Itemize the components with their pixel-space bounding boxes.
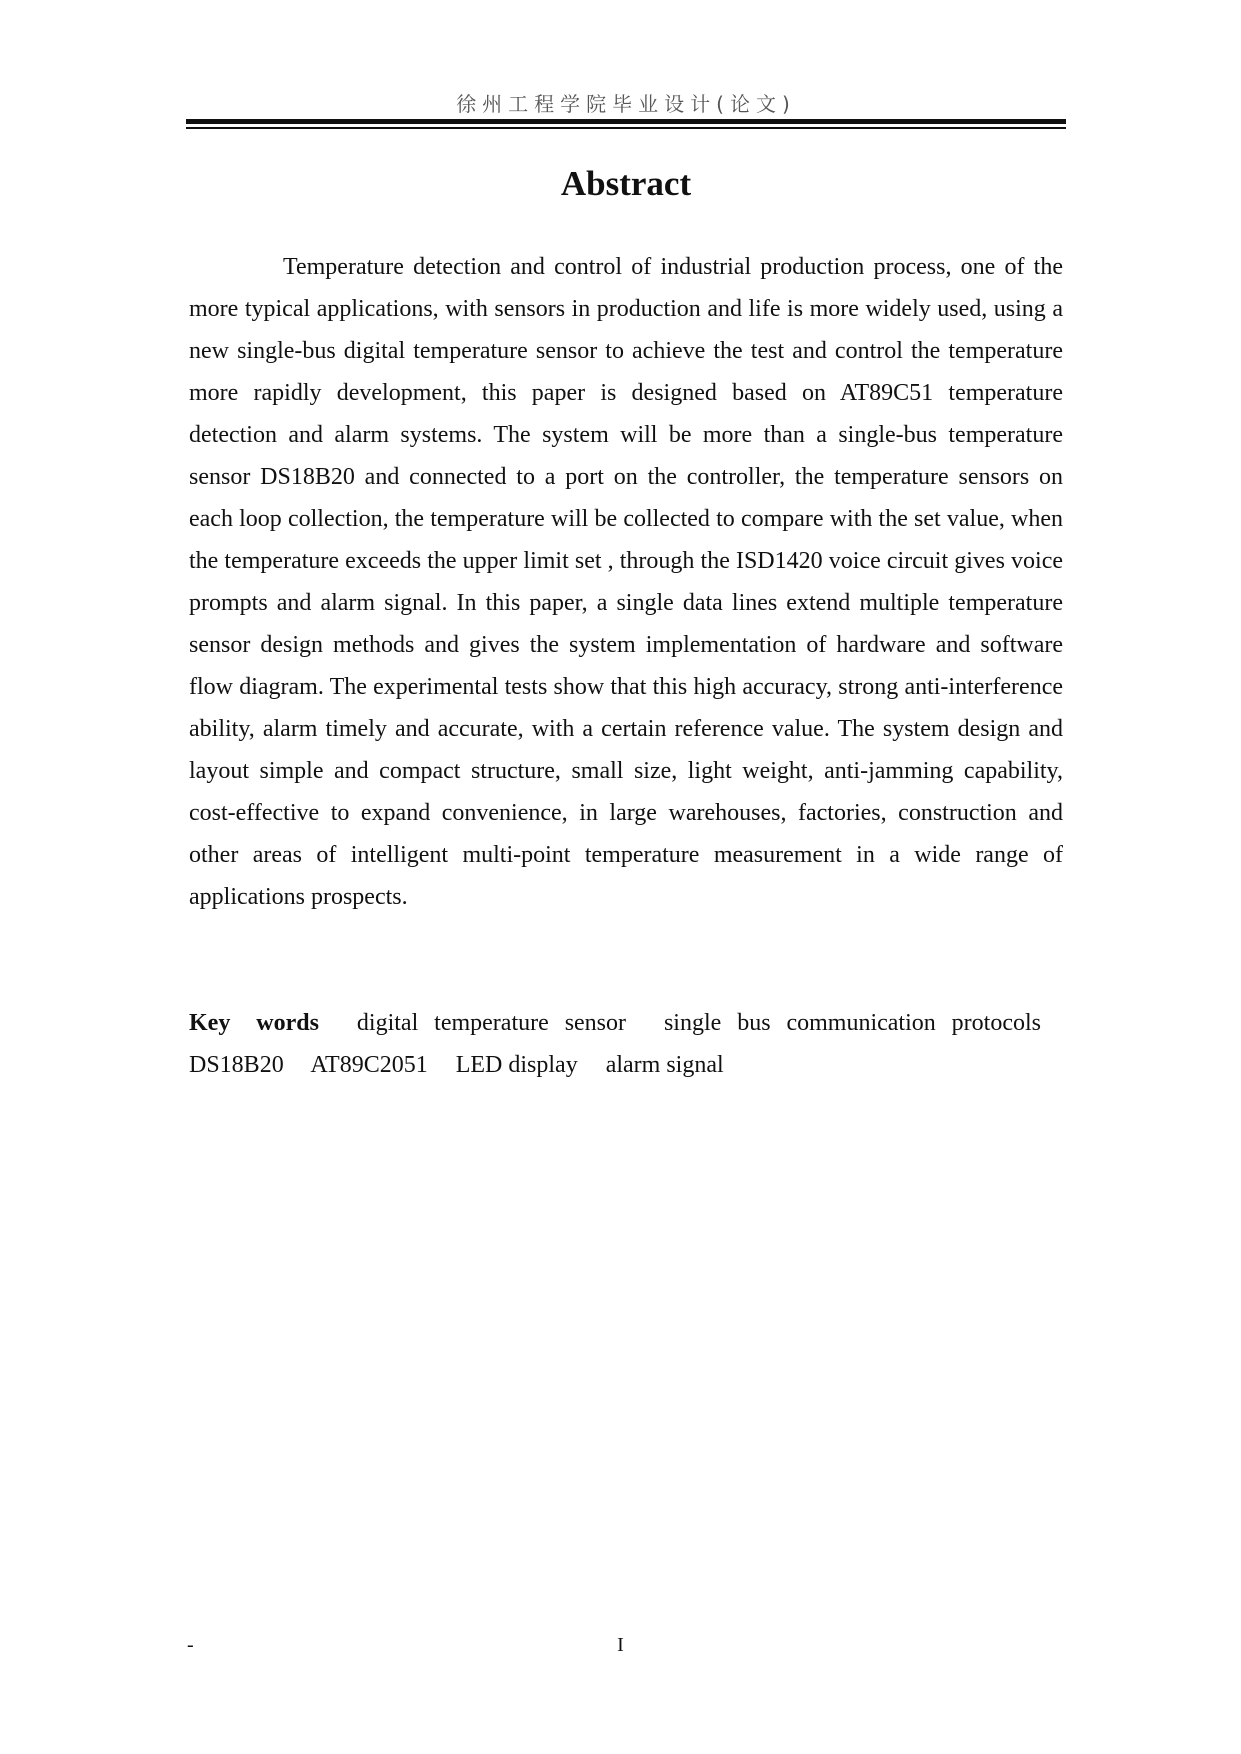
running-header: 徐州工程学院毕业设计(论文): [456, 92, 796, 116]
header-rule: [186, 119, 1066, 124]
keyword-term: AT89C2051: [310, 1052, 428, 1078]
keyword-term: digital temperature sensor: [356, 1010, 627, 1036]
footer-dash: -: [187, 1634, 194, 1656]
keyword-term: LED display: [455, 1052, 578, 1078]
header-rule-thin: [186, 127, 1066, 129]
keyword-term: alarm signal: [605, 1052, 724, 1078]
keywords-label: Key words: [189, 1010, 319, 1036]
keyword-term: single bus communication protocols: [663, 1010, 1041, 1036]
keyword-term: DS18B20: [189, 1052, 284, 1078]
abstract-paragraph: Temperature detection and control of industrial production process, one of the more typical applications, with sensors in production and life is more widely used, using a new single-bus digital temperature sensor to achieve the test and control the temperature more rapidly development, this paper is designed based on AT89C51 temperature detection and alarm systems. The system will be more than a single-bus temperature sensor DS18B20 and connected to a port on the controller, the temperature sensors on each loop collection, the temperature will be collected to compare with the set value, when the temperature exceeds the upper limit set , through the ISD1420 voice circuit gives voice prompts and alarm signal. In this paper, a single data lines extend multiple temperature sensor design methods and gives the system implementation of hardware and software flow diagram. The experimental tests show that this high accuracy, strong anti-interference ability, alarm timely and accurate, with a certain reference value. The system design and layout simple and compact structure, small size, light weight, anti-jamming capability, cost-effective to expand convenience, in large warehouses, factories, construction and other areas of intelligent multi-point temperature measurement in a wide range of applications prospects.: [189, 254, 1063, 910]
page-title: Abstract: [560, 164, 692, 203]
page-number: I: [617, 1634, 624, 1656]
keywords-line: [189, 1002, 1063, 1086]
